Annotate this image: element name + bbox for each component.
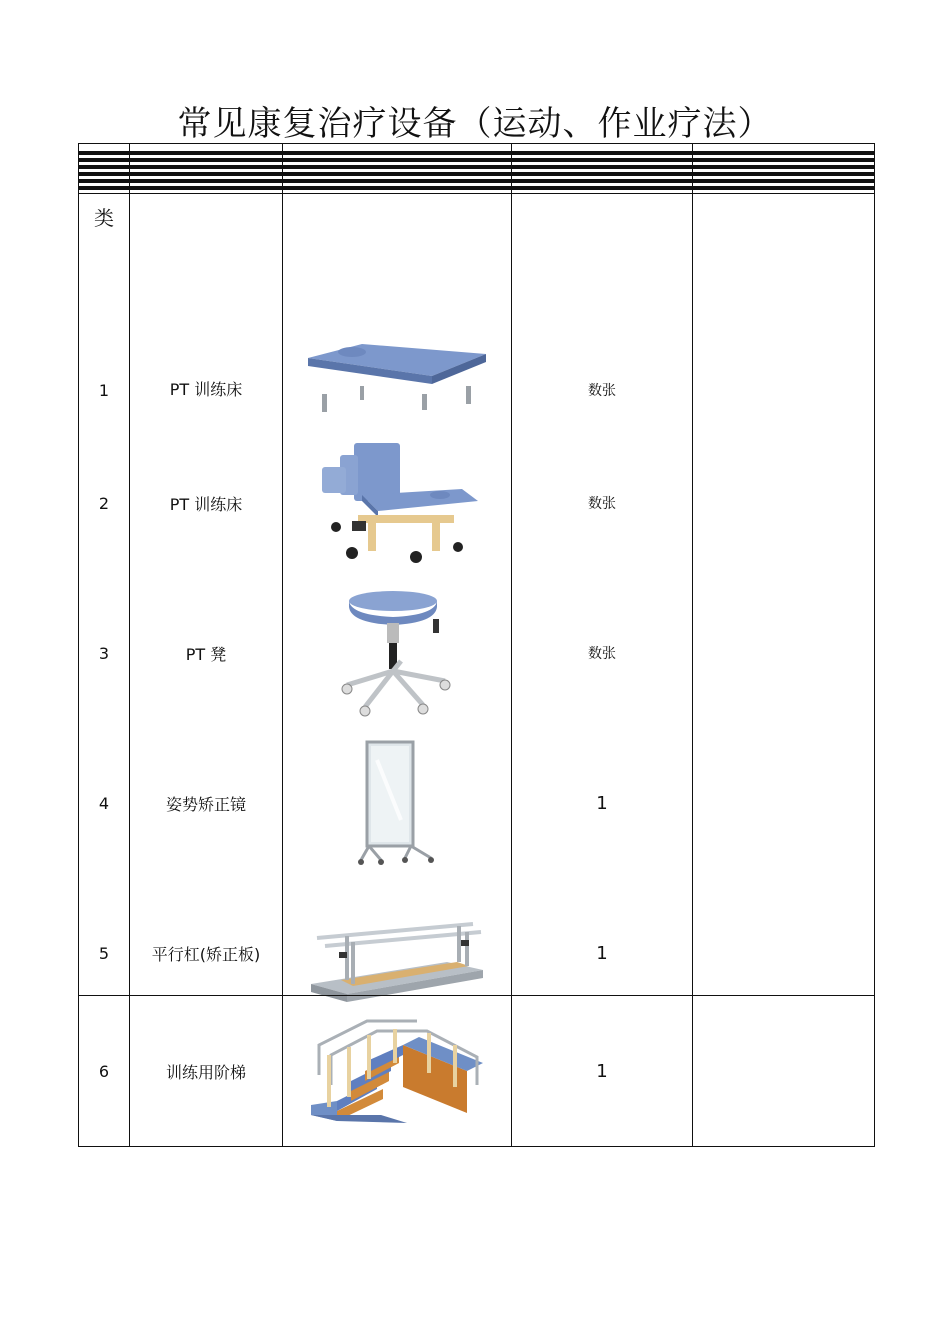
equipment-table-continued <box>78 995 875 1147</box>
row-quantity: 数张 <box>512 578 693 728</box>
row-name: PT 凳 <box>130 578 283 728</box>
row-quantity: 1 <box>512 728 693 878</box>
table-row <box>79 728 875 878</box>
row-picture <box>283 996 512 1147</box>
header-kind-bottom: 类 <box>94 206 114 230</box>
row-remark <box>693 996 875 1147</box>
row-quantity: 1 <box>512 996 693 1147</box>
table-row <box>79 578 875 728</box>
row-number: 5 <box>79 878 130 1028</box>
row-quantity: 1 <box>512 878 693 1028</box>
pt-training-table-image <box>302 328 492 418</box>
electric-tilt-table-image <box>312 441 482 566</box>
row-quantity: 数张 <box>512 194 693 428</box>
row-picture <box>283 578 512 728</box>
row-number: 2 <box>79 428 130 578</box>
row-remark <box>693 578 875 728</box>
row-name: 平行杠(矫正板) <box>130 878 283 1028</box>
row-picture <box>283 728 512 878</box>
row-picture <box>283 428 512 578</box>
row-name: 姿势矫正镜 <box>130 728 283 878</box>
row-remark <box>693 728 875 878</box>
header-kind <box>79 144 130 230</box>
page-title: 常见康复治疗设备（运动、作业疗法） <box>177 104 773 144</box>
row-remark <box>693 428 875 578</box>
row-picture <box>283 194 512 428</box>
row-number: 1 <box>79 194 130 428</box>
table-row <box>79 428 875 578</box>
table-row <box>79 194 875 428</box>
row-number: 3 <box>79 578 130 728</box>
table-row <box>79 996 875 1147</box>
row-quantity: 数张 <box>512 428 693 578</box>
row-name: PT 训练床 <box>130 428 283 578</box>
equipment-table <box>78 143 875 1028</box>
table-header-row <box>79 144 875 195</box>
row-name: 训练用阶梯 <box>130 996 283 1147</box>
row-remark <box>693 194 875 428</box>
row-name: PT 训练床 <box>130 194 283 428</box>
pt-stool-image <box>337 589 457 717</box>
header-quantity <box>512 144 693 195</box>
header-picture <box>283 144 512 195</box>
posture-mirror-image <box>357 740 437 866</box>
header-remark <box>693 144 875 195</box>
row-number: 4 <box>79 728 130 878</box>
training-stairs-image <box>307 1015 487 1127</box>
header-name <box>130 144 283 195</box>
row-number: 6 <box>79 996 130 1147</box>
